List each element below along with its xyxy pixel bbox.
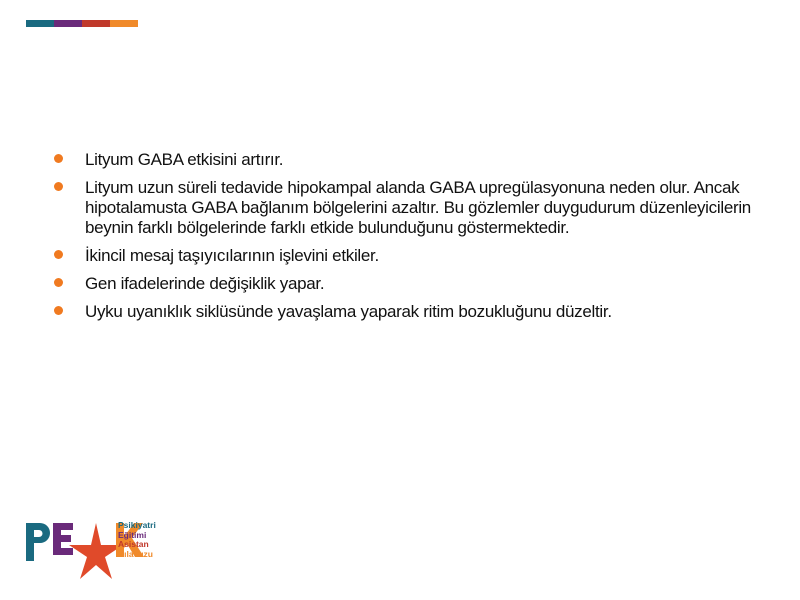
bullet-dot-icon xyxy=(54,154,63,163)
bullet-text: Lityum uzun süreli tedavide hipokampal alanda GABA upregülasyonuna neden olur. Ancak hipotalamusta GABA bağlanım bölgelerini azaltır. Bu gözlemler duygudurum düzenleyicilerin beynin farklı bölgelerinde farklı etkide bulunduğunu göstermektedir. xyxy=(85,178,751,237)
top-bar-segment-4 xyxy=(110,20,138,27)
bullet-item xyxy=(54,178,754,238)
logo-line-3: Asistan xyxy=(118,539,149,549)
bullet-item xyxy=(54,246,754,266)
logo-subtitle xyxy=(118,521,156,559)
logo-line-2: Eğitimi xyxy=(118,529,147,540)
bullet-item xyxy=(54,150,754,170)
top-color-bar xyxy=(26,20,138,27)
bullet-text: Uyku uyanıklık siklüsünde yavaşlama yaparak ritim bozukluğunu düzeltir. xyxy=(85,302,612,321)
top-bar-segment-1 xyxy=(26,20,54,27)
peak-logo xyxy=(24,517,184,587)
bullet-text: Gen ifadelerinde değişiklik yapar. xyxy=(85,274,325,293)
bullet-item xyxy=(54,302,754,322)
bullet-text: Lityum GABA etkisini artırır. xyxy=(85,150,284,169)
bullet-dot-icon xyxy=(54,182,63,191)
top-bar-segment-3 xyxy=(82,20,110,27)
logo-line-4: Kılavuzu xyxy=(118,548,153,559)
bullet-text: İkincil mesaj taşıyıcılarının işlevini etkiler. xyxy=(85,246,379,265)
star-icon xyxy=(69,523,123,579)
logo-letter-e xyxy=(53,523,73,555)
bullet-dot-icon xyxy=(54,306,63,315)
bullet-list xyxy=(54,150,754,330)
bullet-dot-icon xyxy=(54,250,63,259)
bullet-dot-icon xyxy=(54,278,63,287)
top-bar-segment-2 xyxy=(54,20,82,27)
logo-line-1: Psikiyatri xyxy=(118,520,156,530)
logo-letter-p xyxy=(26,523,50,561)
bullet-item xyxy=(54,274,754,294)
